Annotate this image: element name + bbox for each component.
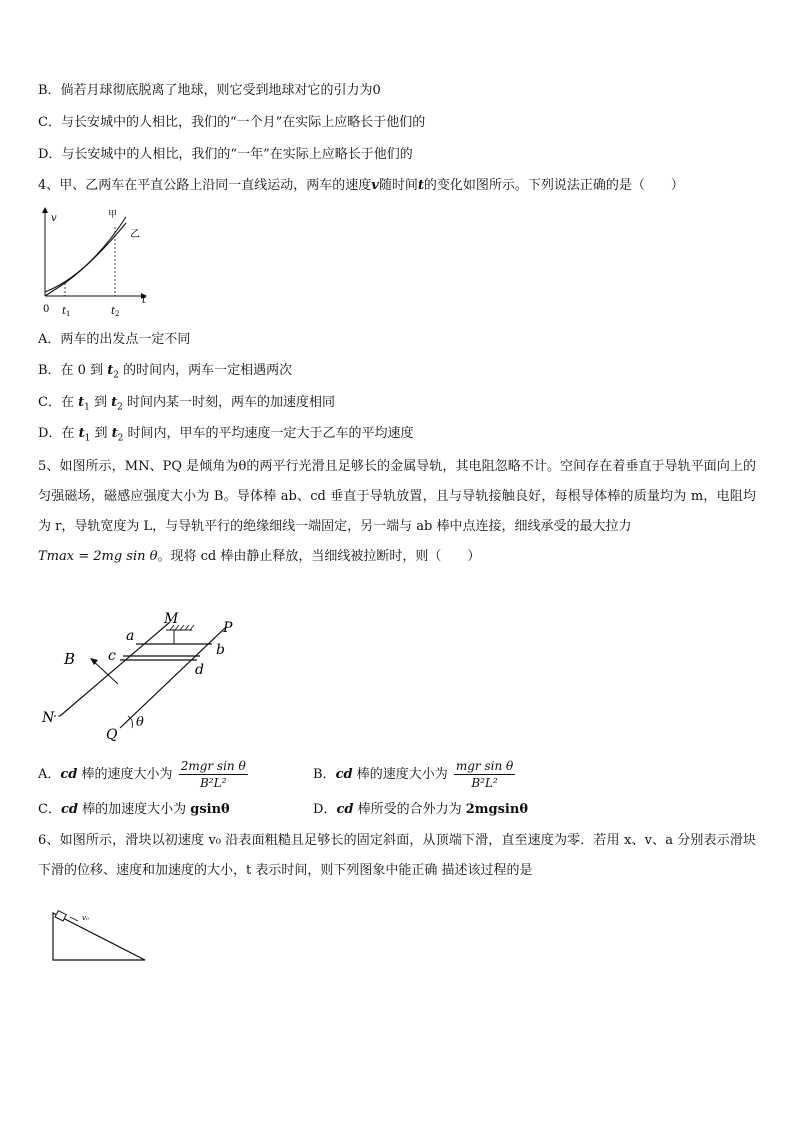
- jia-label: 甲: [108, 210, 118, 220]
- q5-option-c: C．cd 棒的加速度大小为 gsinθ: [38, 802, 230, 817]
- q5-option-d: D．cd 棒所受的合外力为 2mgsinθ: [313, 802, 528, 817]
- label-field-b: B: [64, 650, 76, 668]
- q3-option-c: C．与长安城中的人相比，我们的“一个月”在实际上应略长于他们的: [38, 115, 426, 130]
- label-a: a: [126, 628, 135, 644]
- label-c: c: [108, 648, 116, 664]
- q4-option-c: C．在 $t_1$ 到 $t_2$ 时间内某一时刻，两车的加速度相同: [38, 395, 335, 413]
- label-m: M: [164, 611, 179, 627]
- jia-curve: [45, 217, 126, 292]
- q4-option-d: D．在 $t_1$ 到 $t_2$ 时间内，甲车的平均速度一定大于乙车的平均速度: [38, 426, 414, 444]
- v0-arrow: [70, 917, 78, 921]
- label-n: N: [42, 710, 55, 726]
- q5-option-a-fraction: $\frac{\text{2mgr sin θ}}{\text{B²L²}}$: [180, 759, 246, 790]
- tmax-formula: Tmax = 2mg sin θ: [38, 549, 158, 564]
- q5-rail-figure: [40, 598, 240, 748]
- incline: [53, 913, 145, 960]
- q5-option-b-fraction: $\frac{\text{mgr sin θ}}{\text{B²L²}}$: [455, 759, 514, 790]
- angle-arc: [128, 716, 133, 728]
- q5-option-a: A．cd 棒的速度大小为 $\frac{\text{2mgr sin θ}}{\text{B²L²}}$: [38, 759, 246, 790]
- yi-label: 乙: [130, 229, 140, 240]
- label-p: P: [223, 620, 233, 636]
- q4-option-a: A．两车的出发点一定不同: [38, 332, 191, 347]
- q4-option-b: B．在 0 到 $t_2$ 的时间内，两车一定相遇两次: [38, 363, 293, 381]
- v-axis-label: v: [51, 213, 57, 224]
- label-d: d: [195, 662, 204, 678]
- q3-option-b: B．倘若月球彻底脱离了地球，则它受到地球对它的引力为0: [38, 83, 381, 98]
- rail-mn: [60, 622, 170, 716]
- origin-label: 0: [43, 304, 50, 315]
- label-theta: θ: [136, 715, 144, 730]
- t1-label: $t_1$: [62, 306, 71, 318]
- t-axis-label: t: [142, 295, 147, 306]
- t2-label: $t_2$: [111, 306, 120, 318]
- q4-stem: 4、甲、乙两车在平直公路上沿同一直线运动，两车的速度v随时间t的变化如图所示。下列说法正确的是（ ）: [38, 178, 684, 193]
- v0-label: v₀: [82, 914, 89, 922]
- q6-stem: 6、如图所示，滑块以初速度 v₀ 沿表面粗糙且足够长的固定斜面，从顶端下滑，直至速度为零．若用 x、v、a 分别表示滑块下滑的位移、速度和加速度的大小，t 表示时间，则下列图象中能正确 描述该过程的是: [38, 833, 756, 878]
- q5-stem: 5、如图所示，MN、PQ 是倾角为θ的两平行光滑且足够长的金属导轨，其电阻忽略不计。空间存在着垂直于导轨平面向上的匀强磁场，磁感应强度大小为 B。导体棒 ab、cd 垂直于导轨放置，且与导轨接触良好，每根导体棒的质量均为 m，电阻均为 r，导轨宽度为 L，与导轨平行的绝缘细线一端固定，另一端与 ab 棒中点连接，细线承受的最大拉力 Tmax = 2mg sin θ。现将 cd 棒由静止释放，当细线被拉断时，则（ ）: [38, 459, 756, 564]
- label-q: Q: [106, 727, 118, 743]
- q5-option-b: B．cd 棒的速度大小为 $\frac{\text{mgr sin θ}}{\text{B²L²}}$: [313, 759, 514, 790]
- q4-vt-graph: [38, 205, 158, 325]
- label-b: b: [216, 642, 225, 658]
- q3-option-d: D．与长安城中的人相比，我们的“一年”在实际上应略长于他们的: [38, 147, 413, 162]
- q6-incline-figure: [48, 908, 158, 968]
- rail-pq: [120, 628, 225, 728]
